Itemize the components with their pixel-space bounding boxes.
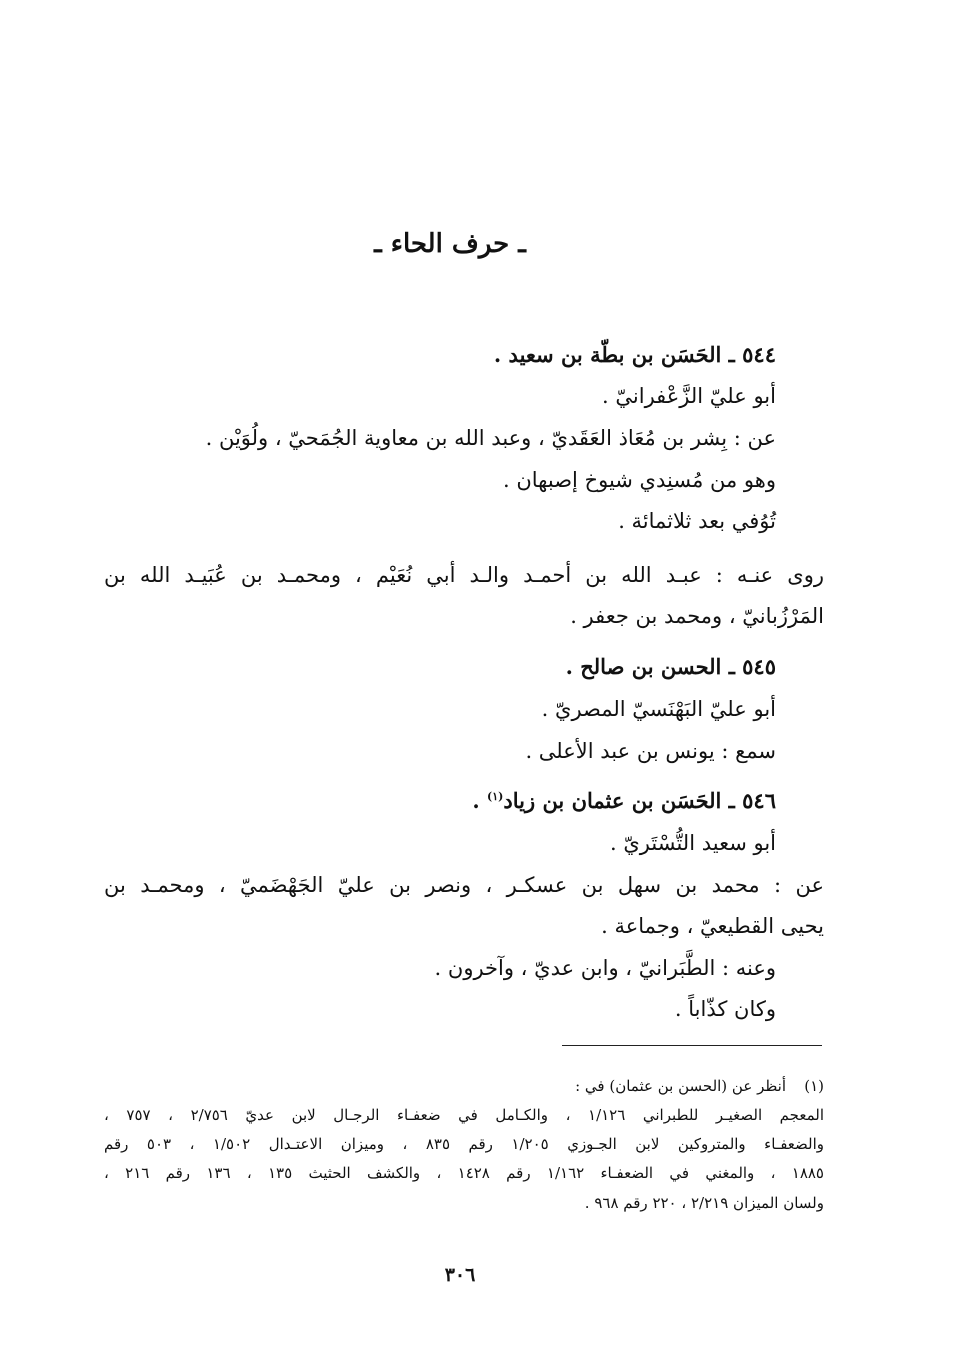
footnote-separator bbox=[562, 1045, 822, 1046]
footnote-marker: (١) bbox=[804, 1077, 824, 1095]
entry-544-narrators-line1: روى عنـه : عبـد الله بن أحمـد والـد أبي نُعَيْم ، ومحمـد بن عُبَيـد الله بن bbox=[104, 563, 824, 587]
entry-544-narrators-line2: المَرْزُبانيّ ، ومحمد بن جعفر . bbox=[570, 604, 824, 628]
footnote-intro: أنظر عن (الحسن بن عثمان) في : bbox=[575, 1077, 786, 1095]
entry-546-students: وعنه : الطَّبَرانيّ ، وابن عديّ ، وآخرون . bbox=[434, 956, 776, 980]
entry-546-teachers-line1: عن : محمد بن سهل بن عسكـر ، ونصر بن عليّ الجَهْضَميّ ، ومحمـد بن bbox=[104, 873, 824, 897]
entry-546-kunya: أبو سعيد التُّسْتَريّ . bbox=[610, 831, 776, 855]
footnote-line-2: والضعفـاء والمتروكين لابن الجـوزي ١/٢٠٥ رقم ٨٣٥ ، وميزان الاعتـدال ١/٥٠٢ ، ٥٠٣ رقم bbox=[104, 1135, 825, 1153]
entry-545-heard: سمع : يونس بن عبد الأعلى . bbox=[525, 739, 776, 763]
entry-544-teachers: عن : بِشر بن مُعَاذ العَقَديّ ، وعبد الله بن معاوية الجُمَحيّ ، ولُوَيْن . bbox=[205, 426, 776, 450]
entry-546-verdict: وكان كذّاباً . bbox=[674, 997, 776, 1021]
entry-546-heading-text: ٥٤٦ ـ الحَسَن بن عثمان بن زياد bbox=[503, 788, 776, 813]
chapter-title: ـ حرف الحاء ـ bbox=[374, 229, 526, 259]
entry-544-note: وهو من مُسنِدي شيوخ إصبهان . bbox=[503, 468, 776, 492]
footnote-line-3: ١٨٨٥ ، والمغني في الضعفـاء ١/١٦٢ رقم ١٤٢٨ ، والكشف الحثيث ١٣٥ ، ١٣٦ رقم ٢١٦ ، bbox=[104, 1164, 824, 1182]
footnote-line-4: ولسان الميزان ٢/٢١٩ ، ٢٢٠ رقم ٩٦٨ . bbox=[584, 1194, 824, 1212]
entry-544-kunya: أبو عليّ الزَّعْفرانيّ . bbox=[602, 384, 776, 408]
entry-heading-545: ٥٤٥ ـ الحسن بن صالح . bbox=[565, 654, 776, 679]
footnote-reference: (١) bbox=[487, 790, 504, 803]
entry-545-kunya: أبو عليّ البَهْنَسيّ المصريّ . bbox=[541, 697, 776, 721]
entry-546-teachers-line2: يحيى القطيعيّ ، وجماعة . bbox=[601, 914, 824, 938]
entry-heading-544: ٥٤٤ ـ الحَسَن بن بطّة بن سعيد . bbox=[493, 342, 776, 367]
page-number: ٣٠٦ bbox=[444, 1264, 476, 1286]
entry-heading-546 bbox=[472, 786, 776, 816]
footnote-line-1: المعجم الصغيـر للطبراني ١/١٢٦ ، والكـامل في ضعفـاء الرجـال لابن عديّ ٢/٧٥٦ ، ٧٥٧ ، bbox=[104, 1106, 824, 1124]
entry-546-heading-end: . bbox=[472, 788, 488, 813]
entry-544-death: تُوُفي بعد ثلاثمائة . bbox=[618, 509, 776, 533]
